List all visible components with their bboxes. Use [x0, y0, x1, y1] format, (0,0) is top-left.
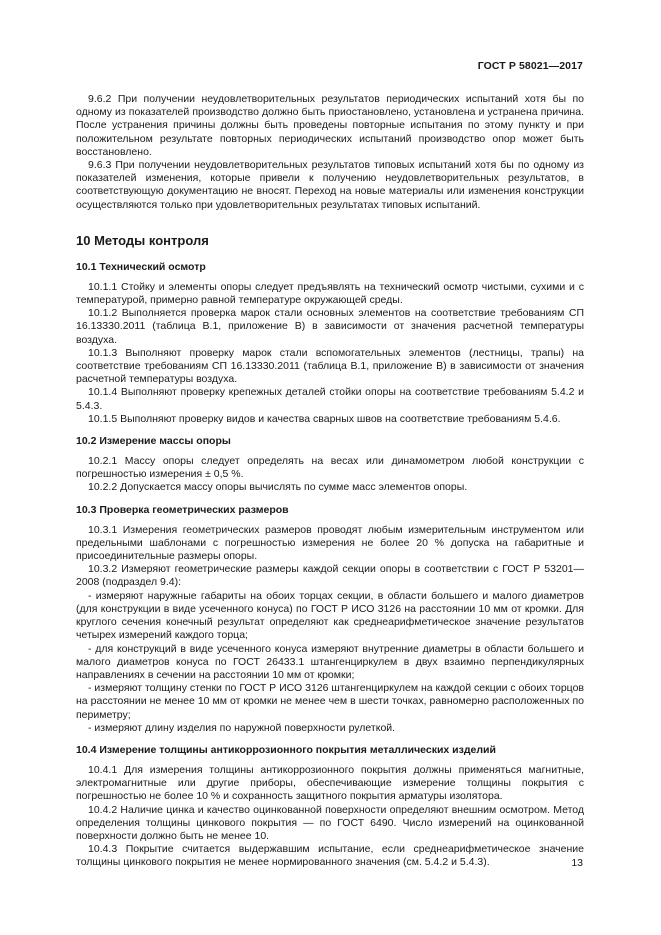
list-item: - измеряют длину изделия по наружной поверхности рулеткой. [88, 721, 396, 734]
paragraph-10-3-2: 10.3.2 Измеряют геометрические размеры каждой секции опоры в соответствии с ГОСТ Р 53201—2008 (подраздел 9.4): [76, 563, 584, 589]
paragraph-10-3-1: 10.3.1 Измерения геометрических размеров проводят любым измерительным инструментом или предельными шаблонами с погрешностью измерения не более 20 % допуска на габаритные и присоединительные размеры опоры. [76, 523, 584, 563]
paragraph-10-4-1: 10.4.1 Для измерения толщины антикоррозионного покрытия должны применяться магнитные, электромагнитные или другие приборы, обеспечивающие измерение толщины покрытия с погрешностью не более 10 % и сохранность защитного покрытия арматуры изолятора. [76, 763, 584, 803]
subsection-title-10-1: 10.1 Технический осмотр [76, 260, 206, 273]
paragraph-10-1-5: 10.1.5 Выполняют проверку видов и качества сварных швов на соответствие требованиям 5.4.6. [88, 412, 561, 425]
list-item: - для конструкций в виде усеченного конуса измеряют внутренние диаметры в области большего и малого диаметров конуса по ГОСТ 26433.1 штангенциркулем в двух взаимно перпендикулярных направлениях в сечении на расстоянии 10 мм от кромки; [76, 642, 584, 681]
paragraph-9-6-3: 9.6.3 При получении неудовлетворительных результатов типовых испытаний хотя бы по одному из показателей изменения, которые привели к получению неудовлетворительных результатов, в соответствующую документацию не вносят. Переход на новые материалы или изменения конструкции осуществляются только при удовлетворительных результатах типовых испытаний. [76, 159, 584, 211]
paragraph-10-4-2: 10.4.2 Наличие цинка и качество оцинкованной поверхности определяют внешним осмотром. Метод определения толщины цинкового покрытия — по ГОСТ 6490. Число измерений на оцинкованной поверхности должно быть не менее 10. [76, 803, 584, 842]
paragraph-10-2-2: 10.2.2 Допускается массу опоры вычислять по сумме масс элементов опоры. [88, 481, 468, 494]
paragraph-10-1-3: 10.1.3 Выполняют проверку марок стали вспомогательных элементов (лестницы, трапы) на соответствие требованиям СП 16.13330.2011 (таблица В.1, приложение В) в зависимости от значения расчетной температуры воздуха. [76, 346, 584, 386]
subsection-title-10-4: 10.4 Измерение толщины антикоррозионного покрытия металлических изделий [76, 743, 496, 756]
document-header: ГОСТ Р 58021—2017 [477, 60, 583, 72]
list-item: - измеряют толщину стенки по ГОСТ Р ИСО 3126 штангенциркулем на каждой секции с обоих торцов на расстоянии не менее 10 мм от кромки не менее чем в шести точках, равномерно расположенных по периметру; [76, 682, 584, 721]
document-body [76, 93, 584, 870]
paragraph-9-6-2: 9.6.2 При получении неудовлетворительных результатов периодических испытаний хотя бы по одному из показателей производство должно быть приостановлено, установлена и устранена причина. После устранения причины должны быть проведены повторные испытания по этому пункту и при положительном результате повторных периодических испытаний производство опор может быть восстановлено. [76, 93, 584, 158]
list-item: - измеряют наружные габариты на обоих торцах секции, в области большего и малого диаметров (для конструкции в виде усеченного конуса) по ГОСТ Р ИСО 3126 на расстоянии 10 мм от кромки. Для круглого сечения конечный результат определяют как среднеарифметическое значение результатов четырех измерений каждого торца; [76, 589, 584, 642]
subsection-title-10-2: 10.2 Измерение массы опоры [76, 435, 231, 448]
subsection-title-10-3: 10.3 Проверка геометрических размеров [76, 503, 289, 516]
paragraph-10-1-1: 10.1.1 Стойку и элементы опоры следует предъявлять на технический осмотр чистыми, сухими и с температурой, примерно равной температуре окружающей среды. [76, 280, 584, 307]
page-number: 13 [571, 857, 583, 869]
paragraph-10-1-4: 10.1.4 Выполняют проверку крепежных деталей стойки опоры на соответствие требованиям 5.4.2 и 5.4.3. [76, 386, 584, 412]
section-title-10: 10 Методы контроля [76, 232, 209, 248]
paragraph-10-4-3: 10.4.3 Покрытие считается выдержавшим испытание, если среднеарифметическое значение толщины цинкового покрытия не менее нормированного значения (см. 5.4.2 и 5.4.3). [76, 843, 584, 869]
paragraph-10-2-1: 10.2.1 Массу опоры следует определять на весах или динамометром любой конструкции с погрешностью измерения ± 0,5 %. [76, 455, 584, 481]
paragraph-10-1-2: 10.1.2 Выполняется проверка марок стали основных элементов на соответствие требованиям СП 16.13330.2011 (таблица В.1, приложение В) в зависимости от значения расчетной температуры воздуха. [76, 307, 584, 346]
